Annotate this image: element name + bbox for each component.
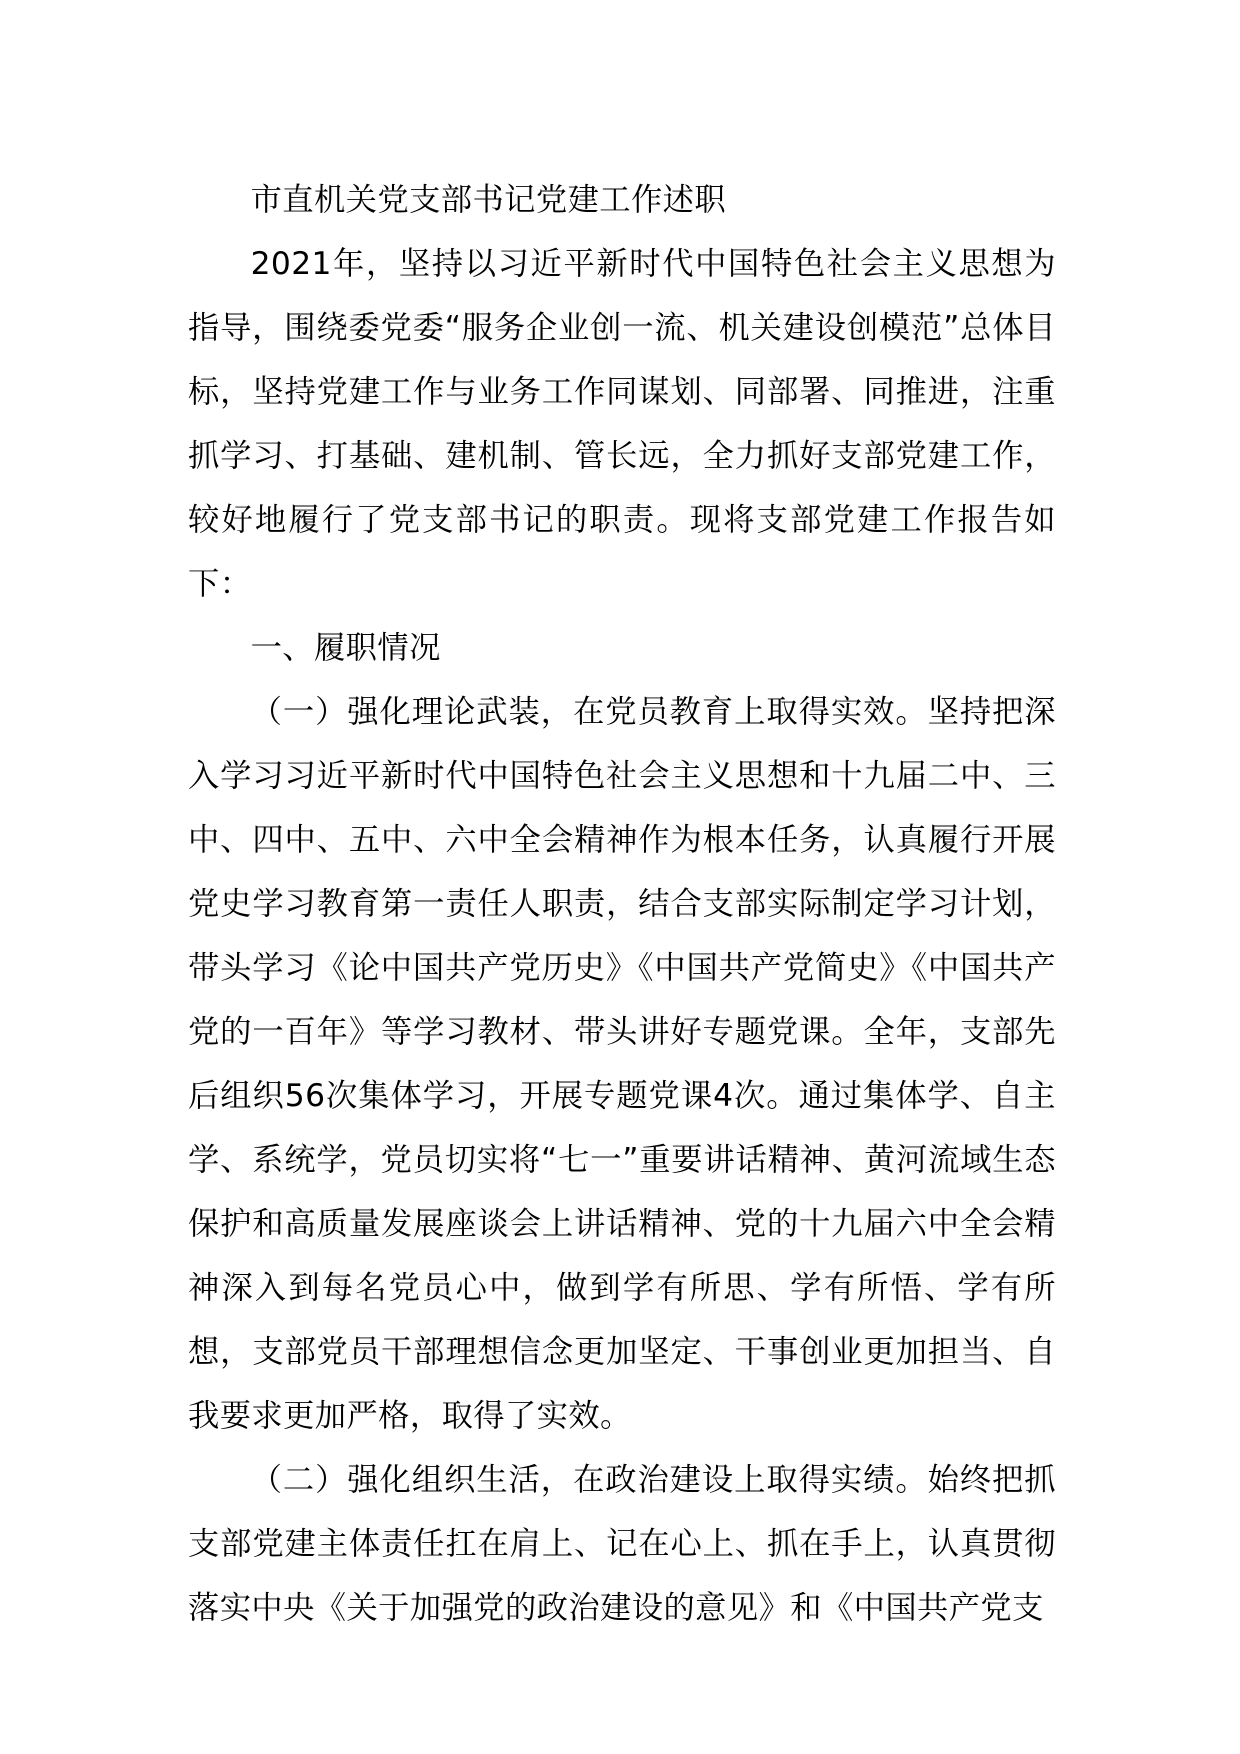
paragraph-intro: 2021年，坚持以习近平新时代中国特色社会主义思想为指导，围绕委党委“服务企业创一流、机关建设创模范”总体目标，坚持党建工作与业务工作同谋划、同部署、同推进，注重抓学习、打基础、建机制、管长远，全力抓好支部党建工作，较好地履行了党支部书记的职责。现将支部党建工作报告如下： <box>188 246 1056 602</box>
document-body <box>188 168 1056 1640</box>
paragraph-organization-life: （二）强化组织生活，在政治建设上取得实绩。始终把抓支部党建主体责任扛在肩上、记在心上、抓在手上，认真贯彻落实中央《关于加强党的政治建设的意见》和《中国共产党支 <box>188 1462 1056 1626</box>
paragraph-theory-study: （一）强化理论武装，在党员教育上取得实效。坚持把深入学习习近平新时代中国特色社会主义思想和十九届二中、三中、四中、五中、六中全会精神作为根本任务，认真履行开展党史学习教育第一责任人职责，结合支部实际制定学习计划，带头学习《论中国共产党历史》《中国共产党简史》《中国共产党的一百年》等学习教材、带头讲好专题党课。全年，支部先后组织56次集体学习，开展专题党课4次。通过集体学、自主学、系统学，党员切实将“七一”重要讲话精神、黄河流域生态保护和高质量发展座谈会上讲话精神、党的十九届六中全会精神深入到每名党员心中，做到学有所思、学有所悟、学有所想，支部党员干部理想信念更加坚定、干事创业更加担当、自我要求更加严格，取得了实效。 <box>188 694 1056 1434</box>
document-title: 市直机关党支部书记党建工作述职 <box>250 182 727 218</box>
section-heading-performance: 一、履职情况 <box>250 630 441 666</box>
